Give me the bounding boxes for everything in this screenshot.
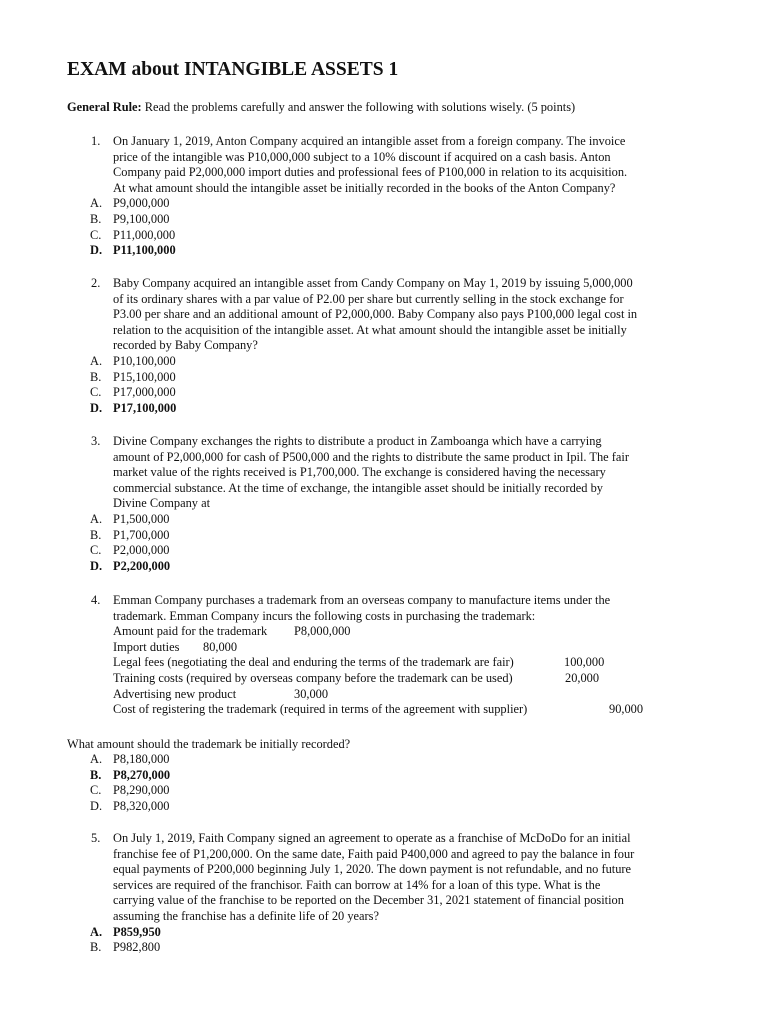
question-text-line: market value of the rights received is P1,700,000. The exchange is considered having the necessary [113,465,606,480]
question-text-line: franchise fee of P1,200,000. On the same date, Faith paid P400,000 and agreed to pay the balance in four [113,846,635,861]
option-a: A. P10,100,000 [90,353,176,368]
question-text-line: Company paid P2,000,000 import duties and professional fees of P100,000 in relation to its acquisition. [113,165,628,180]
option-b: B. P982,800 [90,940,161,955]
question-text-line: carrying value of the franchise to be reported on the December 31, 2021 statement of financial position [113,893,624,908]
question-4 [0,593,768,718]
cost-row [0,655,768,671]
option-c: C. P2,000,000 [90,543,170,558]
question-text-line: amount of P2,000,000 for cash of P500,000 and the rights to distribute the same product in Ipil. The fair [113,449,629,464]
option-a-correct: A. P859,950 [90,924,161,939]
exam-title: EXAM about INTANGIBLE ASSETS 1 [67,59,399,80]
question-3 [0,434,768,574]
cost-row [0,624,768,640]
question-4-options [0,752,768,814]
option-d-correct: D. P2,200,000 [90,558,171,573]
option-b: B. P15,100,000 [90,369,176,384]
question-text-line: relation to the acquisition of the intangible asset. At what amount should the intangible asset be initially [113,322,627,337]
general-rule [67,100,575,116]
cost-label: Advertising new product [113,686,237,701]
cost-label: Training costs (required by overseas company before the trademark can be used) [113,670,513,685]
cost-label: Amount paid for the trademark [113,624,268,639]
question-text-line: Baby Company acquired an intangible asset from Candy Company on May 1, 2019 by issuing 5,000,000 [113,276,633,290]
cost-row [0,702,768,718]
question-text-line: Divine Company exchanges the rights to distribute a product in Zamboanga which have a carrying [113,434,602,448]
option-d-correct: D. P11,100,000 [90,243,176,258]
general-rule-label: General Rule: [67,100,142,114]
question-text-line: Emman Company purchases a trademark from an overseas company to manufacture items under the [113,593,611,607]
option-d-correct: D. P17,100,000 [90,400,177,415]
option-c: C. P8,290,000 [90,783,170,798]
option-b: B. P9,100,000 [90,211,170,226]
general-rule-text: Read the problems carefully and answer the following with solutions wisely. (5 points) [144,100,576,114]
question-number: 5. [91,831,101,845]
option-a: A. P9,000,000 [90,196,170,211]
question-text-line: On January 1, 2019, Anton Company acquired an intangible asset from a foreign company. The invoice [113,134,626,148]
cost-amount: 100,000 [564,655,605,670]
question-text-line: At what amount should the intangible asset be initially recorded in the books of the Anton Company? [113,180,616,195]
question-text-line: P3.00 per share and an additional amount of P2,000,000. Baby Company also pays P100,000 legal cost in [113,307,638,322]
question-number: 4. [91,593,101,607]
question-text-line: trademark. Emman Company incurs the following costs in purchasing the trademark: [113,608,536,623]
option-d: D. P8,320,000 [90,798,170,813]
cost-amount: 30,000 [294,686,329,701]
question-2 [0,276,768,416]
question-text-line: Divine Company at [113,496,211,511]
question-text-line: equal payments of P200,000 beginning July 1, 2020. The down payment is not refundable, and no future [113,862,632,877]
cost-amount: P8,000,000 [294,624,351,639]
option-a: A. P1,500,000 [90,511,170,526]
cost-label: Import duties [113,639,180,654]
question-number: 2. [91,276,101,290]
cost-amount: 90,000 [609,702,644,717]
option-b-correct: B. P8,270,000 [90,767,171,782]
question-text-line: assuming the franchise has a definite life of 20 years? [113,908,379,923]
question-text-line: services are required of the franchisor. Faith can borrow at 14% for a loan of this type. What is the [113,877,601,892]
option-c: C. P11,000,000 [90,227,176,242]
option-b: B. P1,700,000 [90,527,170,542]
question-text-line: commercial substance. At the time of exchange, the intangible asset should be initially recorded by [113,480,603,495]
option-a: A. P8,180,000 [90,752,170,766]
cost-label: Legal fees (negotiating the deal and enduring the terms of the trademark are fair) [113,655,514,670]
question-1 [0,134,768,259]
question-text-line: of its ordinary shares with a par value of P2.00 per share but currently selling in the stock exchange for [113,291,624,306]
question-number: 1. [91,134,101,148]
cost-amount: 80,000 [203,639,238,654]
question-5 [0,831,768,956]
cost-row [0,687,768,703]
question-4-ask: What amount should the trademark be initially recorded? [67,737,351,751]
cost-amount: 20,000 [565,670,600,685]
option-c: C. P17,000,000 [90,385,176,400]
question-text-line: price of the intangible was P10,000,000 subject to a 10% discount if acquired on a cash basis. Anton [113,149,611,164]
question-number: 3. [91,434,101,448]
question-text-line: recorded by Baby Company? [113,338,258,353]
cost-row [0,640,768,656]
cost-label: Cost of registering the trademark (required in terms of the agreement with supplier) [113,702,528,717]
question-text-line: On July 1, 2019, Faith Company signed an agreement to operate as a franchise of McDoDo for an initial [113,831,631,845]
cost-row [0,671,768,687]
